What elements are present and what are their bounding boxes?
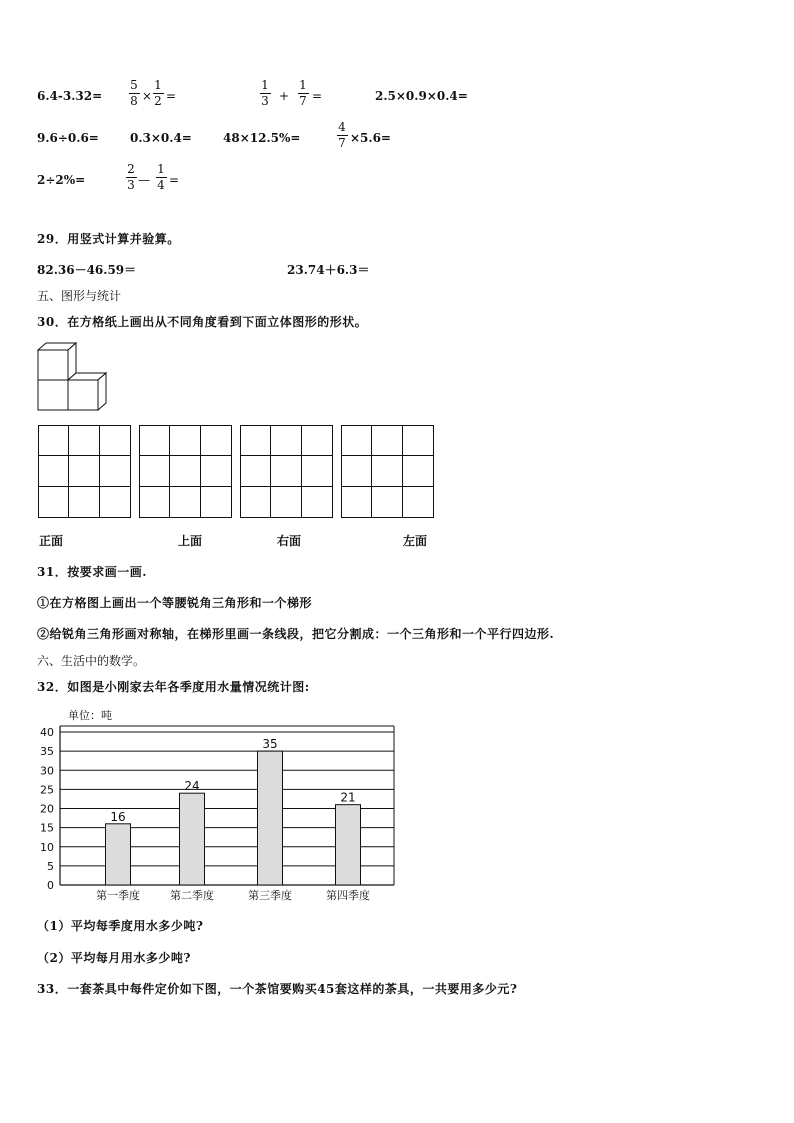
q32-sub-2: （2）平均每月用水多少吨? [37, 951, 191, 965]
calc-r2-d-rest: ×5.6= [350, 131, 391, 145]
grid-paper-top[interactable] [139, 425, 232, 518]
q32-sub-1: （1）平均每季度用水多少吨? [37, 919, 204, 933]
label-top: 上面 [178, 534, 203, 548]
y-tick-label: 0 [47, 879, 54, 892]
calc-r3-a: 2÷2%= [37, 173, 86, 187]
bar-value-label: 21 [340, 790, 356, 805]
y-tick-label: 30 [40, 764, 54, 778]
water-usage-bar-chart [30, 703, 400, 903]
equals: = [169, 173, 180, 187]
bar-value-label: 24 [184, 779, 200, 794]
section-5-heading: 五、图形与统计 [37, 289, 122, 303]
q29-expr-2: 23.74＋6.3＝ [287, 263, 370, 277]
grid-paper-left[interactable] [341, 425, 434, 518]
operator: × [142, 89, 153, 103]
y-tick-label: 40 [40, 726, 54, 739]
label-left: 左面 [403, 534, 428, 548]
fraction: 1 7 [299, 78, 307, 108]
y-tick-label: 15 [40, 821, 54, 835]
y-tick-label: 20 [40, 802, 54, 816]
y-tick-label: 35 [40, 745, 54, 759]
category-label: 第一季度 [96, 889, 140, 902]
fraction: 1 4 [157, 162, 165, 192]
bar [106, 824, 131, 885]
q29-title: 29．用竖式计算并验算。 [37, 232, 180, 246]
grid-paper-right[interactable] [240, 425, 333, 518]
grid-paper-front[interactable] [38, 425, 131, 518]
q33-title: 33．一套茶具中每件定价如下图，一个茶馆要购买45套这样的茶具，一共要用多少元? [37, 982, 518, 996]
bar-value-label: 16 [110, 809, 126, 824]
calc-r2-a: 9.6÷0.6= [37, 131, 99, 145]
q30-title: 30．在方格纸上画出从不同角度看到下面立体图形的形状。 [37, 315, 368, 329]
chart-unit-label: 单位：吨 [68, 709, 112, 722]
bar-value-label: 35 [262, 737, 278, 752]
fraction: 5 8 [130, 78, 138, 108]
category-label: 第二季度 [170, 889, 214, 902]
bar [180, 793, 205, 885]
bar [258, 751, 283, 885]
calc-r2-c: 48×12.5%= [223, 131, 301, 145]
y-tick-label: 10 [40, 840, 54, 854]
calc-r2-b: 0.3×0.4= [130, 131, 192, 145]
label-right: 右面 [277, 534, 302, 548]
q31-item-1: ①在方格图上画出一个等腰锐角三角形和一个梯形 [37, 596, 313, 610]
operator: + [279, 89, 290, 103]
fraction: 1 3 [261, 78, 269, 108]
fraction: 4 7 [338, 120, 346, 150]
bar [336, 805, 361, 885]
q31-item-2: ②给锐角三角形画对称轴，在梯形里画一条线段，把它分割成：一个三角形和一个平行四边形. [37, 627, 555, 641]
y-tick-label: 25 [40, 783, 54, 797]
fraction: 1 2 [154, 78, 162, 108]
category-label: 第四季度 [326, 889, 370, 902]
equals: = [166, 89, 177, 103]
section-6-heading: 六、生活中的数学。 [37, 654, 146, 668]
y-tick-label: 5 [47, 859, 54, 873]
q29-expr-1: 82.36－46.59＝ [37, 263, 137, 277]
label-front: 正面 [39, 534, 64, 548]
category-label: 第三季度 [248, 889, 292, 902]
q32-title: 32．如图是小刚家去年各季度用水量情况统计图: [37, 680, 310, 694]
fraction: 2 3 [127, 162, 135, 192]
operator: — [138, 173, 150, 187]
cube-figure [35, 340, 115, 412]
calc-r1-a: 6.4-3.32= [37, 89, 103, 103]
equals: = [312, 89, 323, 103]
calc-r1-d: 2.5×0.9×0.4= [375, 89, 468, 103]
q31-title: 31．按要求画一画. [37, 565, 147, 579]
